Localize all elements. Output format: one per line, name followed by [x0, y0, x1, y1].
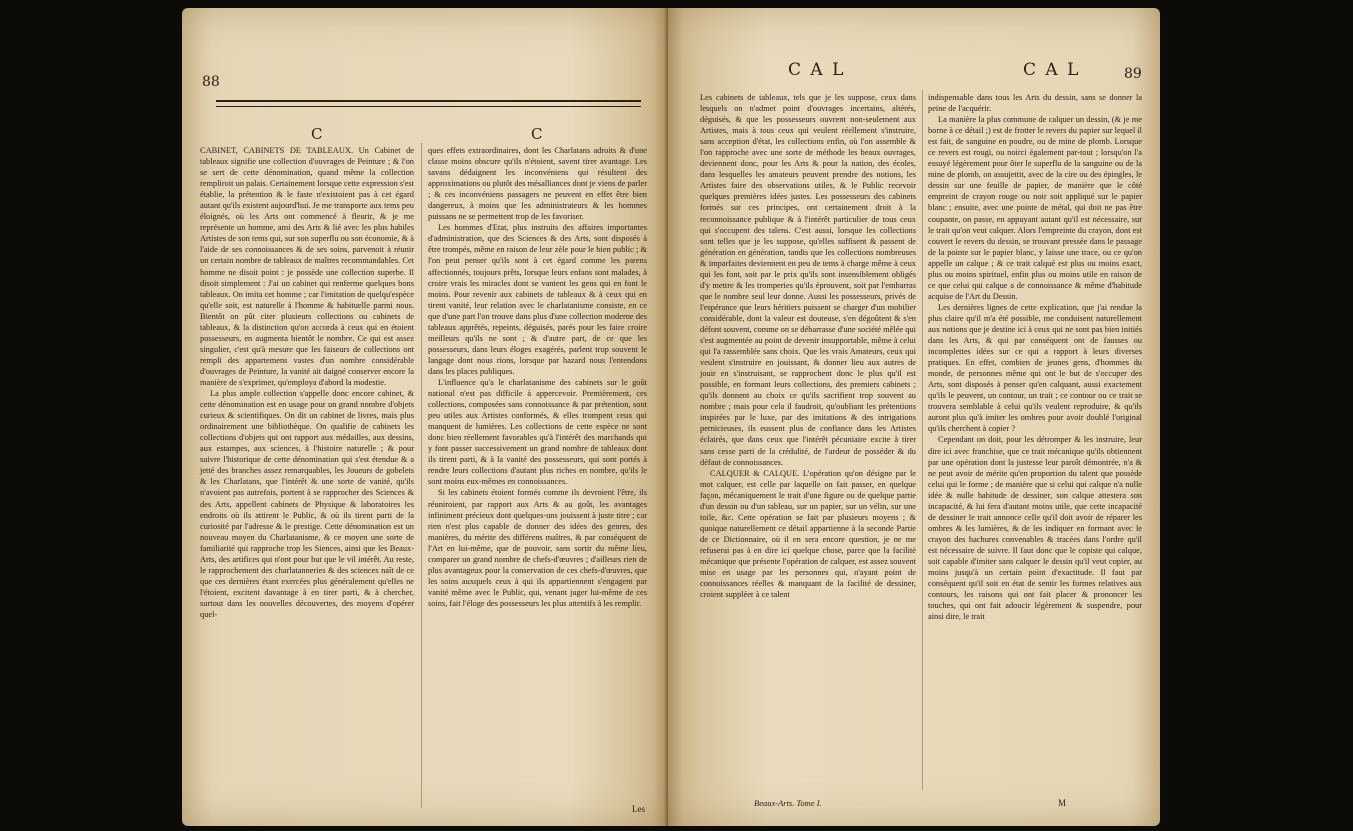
- column-divider: [922, 90, 923, 790]
- left-page-number: 88: [202, 74, 220, 90]
- right-page-column-1: [700, 92, 916, 792]
- column-divider: [421, 143, 422, 808]
- paragraph: Si les cabinets étoient formés comme ils devroient l'être, ils réuniroient, par rapport aux Arts & au goût, les avantages infiniment précieux dont quelques-uns jouissent à juste titre ; car rien n'est plus capable de donner des idées des genres, des manières, du mérite des différens maîtres, & par conséquent de l'Art en lui-même, que de pouvoir, sans sortir du même lieu, comparer un grand nombre de chefs-d'œuvres ; d'ailleurs rien de plus avantageux pour la conservation de ces chefs-d'œuvres, que les soins auxquels ceux à qui ils appartiennent s'engagent par vanité même avec le Public, qui, venant juger lui-même de ces soins, fait l'éloge des possesseurs les plus attentifs à les remplir.: [428, 488, 647, 608]
- catchword: Les: [632, 804, 645, 814]
- left-page: [182, 8, 668, 826]
- header-rule: [216, 100, 641, 107]
- paragraph: La manière la plus commune de calquer un dessin, (& je me borne à ce détail ;) est de frotter le revers du papier sur lequel il est fait, de sanguine en poudre, ou de mine de plomb. Lorsque ce revers est rougi, ou noirci également par-tout ; lorsqu'on l'a essuyé légèrement pour ôter le superflu de la sanguine ou de la mine de plomb, on assujettit, avec de la cire ou des épingles, le dessin sur une feuille de papier, de manière que le côté empreint de crayon rouge ou noir soit appliqué sur le papier blanc ; ensuite, avec une pointe de métal, qui doit ne pas être coupante, on passe, en appuyant autant qu'il est nécessaire, sur le trait qu'on veut calquer. Alors l'empreinte du crayon, dont est couvert le revers du dessin, se trouvant pressée dans le passage de la pointe sur le papier blanc, y laisse une trace, ou ce qu'on appelle un calque ; & ce trait calqué est plus ou moins exact, plus ou moins spirituel, enfin plus ou moins utile en raison de ce que celui qui calque a de connoissance & même d'habitude acquise de l'Art du Dessin.: [928, 115, 1142, 301]
- paragraph: Cependant on doit, pour les détromper & les instruire, leur dire ici avec franchise, que ce trait mécanique qu'ils obtiennent par une opération dont la justesse leur paroît démontrée, n'a & ne peut avoir de mérite qu'en proportion du talent que possède celui qui le forme ; de manière que si celui qui calque n'a nulle idée & nulle habitude de dessiner, son calque attestera son incapacité, & lui fera d'autant moins utile, que cette incapacité de dessiner le trait annonce celle qu'il doit avoir de réparer les ombres & les lumières, & de les indiquer en formant avec le crayon des hachures convenables & tracées dans l'ordre qu'il est nécessaire de suivre. Il faut donc que le copiste qui calque, soit capable d'imiter sans calquer le dessin qu'il veut copier, au moins jusqu'à un certain point d'exactitude. Il faut par conséquent qu'il soit en état de sentir les formes relatives aux contours, les raisons qui ont fait placer & prononcer les touches, qui ont fait adoucir légèrement & suspendre, pour ainsi dire, le trait: [928, 435, 1142, 622]
- paragraph: CABINET, CABINETS DE TABLEAUX. Un Cabinet de tableaux signifie une collection d'ouvrages de Peinture ; & l'on se sert de cette dénomination, quand même la collection rempliroit un palais. Certainement lorsque cette expression s'est établie, la prétention & le faste n'existoient pas à cet égard autant qu'ils existent aujourd'hui. Je me transporte aux tems peu éloignés, où les Arts ont commencé à fleurir, & je me représente un homme, ami des Arts & lié avec les plus habiles Artistes de son tems qui, sur son superflu ou son économie, & à l'aide de ses connoissances & de ses soins, parvenoit à réunir un certain nombre de tableaux de maîtres recommandables. Cet homme ne disoit point : je possède une collection superbe. Il disoit simplement : J'ai un cabinet qui renferme quelques bons tableaux. On imita cet homme ; car l'imitation de quelqu'espèce qu'elle soit, est naturelle à l'homme & habituelle parmi nous. Bientôt on pût citer plusieurs collections ou cabinets de tableaux, & la distinction qu'on accorda à ceux qui en étoient possesseurs, en augmenta bientôt le nombre. Ce qui est assez singulier, c'est qu'à mesure que les faiseurs de collections ont rempli des appartemens vastes d'un nombre considérable d'ouvrages de Peinture, la vanité ait daigné conserver encore la manière de s'exprimer, qu'employa d'abord la modestie.: [200, 146, 414, 387]
- left-page-column-1: [200, 145, 414, 810]
- running-head-left: C A L: [788, 60, 846, 80]
- paragraph: Les dernières lignes de cette explication, que j'ai rendue la plus claire qu'il m'a été possible, me conduisent naturellement aux notions que je destine ici à ceux qui ne sont pas bien initiés dans les Arts, & qui par conséquent ont de fausses ou incomplettes idées sur ce qui a rapport à leurs diverses pratiques. En effet, combien de jeunes gens, d'hommes du monde, de personnes même qui ont le but de s'occuper des Arts, sont disposés à penser qu'en calquant, aussi exactement qu'ils le peuvent, un contour, un trait ; ce contour ou ce trait se trouvera semblable à celui qu'ils veulent reproduire, & qu'ils auront plus qu'à imiter les ombres pour avoir doublé l'original qu'ils cherchent à copier ?: [928, 302, 1142, 434]
- paragraph: ques effets extraordinaires, dont les Charlatans adroits & d'une classe moins obscure qu'ils n'étoient, savent tirer avantage. Les savans dédaignent les inconvéniens qui résultent des approximations ou plutôt des mésalliances dont je viens de parler ; & ces inconvéniens passagers ne peuvent en effet être bien dangereux, à moins que les administrateurs & les hommes puissans ne se permettent trop de les favoriser.: [428, 146, 647, 222]
- paragraph: indispensable dans tous les Arts du dessin, sans se donner la peine de l'acquérir.: [928, 93, 1142, 114]
- right-page-number: 89: [1124, 66, 1142, 82]
- paragraph: La plus ample collection s'appelle donc encore cabinet, & cette dénomination est en usage pour un grand nombre d'objets curieux & scientifiques. On dit un cabinet de livres, mais plus ordinairement une bibliothèque. On qualifie de cabinets les collections d'objets qui ont rapport aux médailles, aux dessins, aux estampes, aux sciences, à l'histoire naturelle ; & pour suivre l'historique de cette dénomination qui s'est étendue & a jetté des branches assez remarquables, les Joueurs de gobelets & les Charlatans, que l'intérêt & une sorte de vanité, qu'ils n'avoient pas autrefois, portent à se rapprocher des Sciences & des Arts, appellent cabinets de Physique & laboratoires les endroits où ils attirent le Public, & où ils tirent parti de la curiosité par l'adresse & le prestige. Cette dénomination est un nouveau moyen du Charlatanisme, & ce moyen une sorte de familiarité qui rapproche trop les Siences, ainsi que les Beaux-Arts, des artifices qui n'ont pour but que le vil intérêt. Au reste, le rapprochement des charlatanneries & des sciences naît de ce que ces dernières étant exercées plus généralement qu'elles ne l'étoient, excitent davantage à en tirer parti, & à chercher, surtout dans les nouvelles découvertes, des moyens d'opérer quel-: [200, 389, 414, 619]
- left-page-column-2: [428, 145, 647, 800]
- signature-mark: M: [1058, 798, 1067, 808]
- paragraph: Les hommes d'Etat, plus instruits des affaires importantes d'administration, que des Sciences & des Arts, sont disposés à être trompés, même en raison de leur zèle pour le bien public ; & l'on peut penser qu'ils sont à cet égard comme les parens affectionnés, toujours prêts, lorsque leurs enfans sont malades, à croire vrais les miracles dont se vantent les gens qui en font le moins. Pour revenir aux cabinets de tableaux & à ceux qui en tirent vanité, leur relation avec le charlatanisme consiste, en ce que d'une part l'on trouve dans plus d'une collection moderne des tableaux apprêtés, repeints, déguisés, parés pour les faire croire meilleurs qu'ils ne sont ; & d'autre part, de ce que les possesseurs, dans leurs éloges exagérés, parlent trop souvent le langage dont nous rions, lorsque par hazard nous l'entendons dans les places publiques.: [428, 223, 647, 376]
- paragraph: CALQUER & CALQUE. L'opération qu'on désigne par le mot calquer, est celle par laquelle on fait passer, en quelque façon, mécaniquement le trait d'une figure ou de quelque partie d'un dessin ou d'un tableau, sur un papier, sur un vélin, sur une toile, &c. Cette opération se fait par plusieurs moyens ; & quoique naturellement ce détail appartienne à la seconde Partie de ce Dictionnaire, où il en sera encore question, je ne me refuserai pas à en dire ici quelque chose, parce que la facilité mécanique que présente l'opération de calquer, est assez souvent mise en usage par les personnes qui, n'ayant point de connoissances réelles & manquant de la facilité de dessiner, croient suppléer à ce talent: [700, 468, 916, 600]
- right-page: [668, 8, 1160, 826]
- left-column-head-1: C: [311, 125, 323, 143]
- right-page-column-2: [928, 92, 1142, 792]
- running-head-right: C A L: [1023, 60, 1081, 80]
- page-footer: Beaux-Arts. Tome I.: [754, 798, 822, 808]
- paragraph: L'influence qu'a le charlatanisme des cabinets sur le goût national n'est pas difficile à appercevoir. Premièrement, ces collections, composées sans connoissance & par prétention, sont peu utiles aux Artistes conformés, & elles trompent ceux qui manquent de lumières. Les collections de cette espèce ne sont donc bien réellement favorables qu'à l'intérêt des marchands qui y font passer successivement un grand nombre de tableaux dont ils tirent parti, & à la vanité des possesseurs, qui sont portés à rendre leurs collections d'autant plus riches en nombre, qu'ils le sont moins eux-mêmes en connoissances.: [428, 377, 647, 487]
- left-column-head-2: C: [531, 125, 543, 143]
- paragraph: Les cabinets de tableaux, tels que je les suppose, ceux dans lesquels on n'admet point d'ouvrages incertains, altérés, déguisés, & que les possesseurs ouvrent non-seulement aux Artistes, mais à tous ceux qui veulent réellement s'instruire, sans acception d'état, les collections enfin, où l'on assemble & l'on rapproche avec une sorte de méthode les beaux ouvrages, deviennent donc, pour les Arts & pour la nation, des écoles, dans lesquelles les amateurs peuvent prendre des notions, les Artistes faire des observations utiles, & le Public recevoir quelques premières idées justes. Les possesseurs des cabinets formés sur ces principes, ont certainement droit à la reconnoissance publique & à l'intérêt particulier de tous ceux qui s'occupent des talens. C'est aussi, lorsque les collections sont telles que je les suppose, qu'elles suffisent & passent de génération en génération, tandis que les collections nombreuses & imparfaites deviennent en peu de tems à charge même à ceux qui les font, soit par le prix qu'ils sont insensiblement obligés d'y mettre & les tromperies qu'ils éprouvent, soit par l'embarras que le nombre seul leur donne. Aussi les possesseurs, privés de l'espérance que leurs héritiers puissent se charger d'un mobilier considérable, dont la valeur est douteuse, s'en dégoûtent & s'en défont souvent, comme on se débarrasse d'une société mêlée qui s'est augmentée au point de devenir insupportable, même à celui qui l'a rassemblée sans choix. Que les vrais Amateurs, ceux qui veulent s'instruire en jouissant, & donner lieu aux autres de jouir en s'instruisant, se rapprochent donc le plus qu'il est possible, en formant leurs collections, des premiers cabinets ; qu'ils donnent au choix ce qu'ils sacrifient trop souvent au nombre ; mais pour cela il faudroit, qu'oubliant les prétentions inspirées par le luxe, par des imitations & des intrigations pernicieuses, ils eussent plus de confiance dans les Artistes éclairés, que dans ceux que l'intérêt pécuniaire excite à tirer sans cesse parti de la crédulité, de l'ardeur de posséder & du défaut de connoissances.: [700, 93, 916, 467]
